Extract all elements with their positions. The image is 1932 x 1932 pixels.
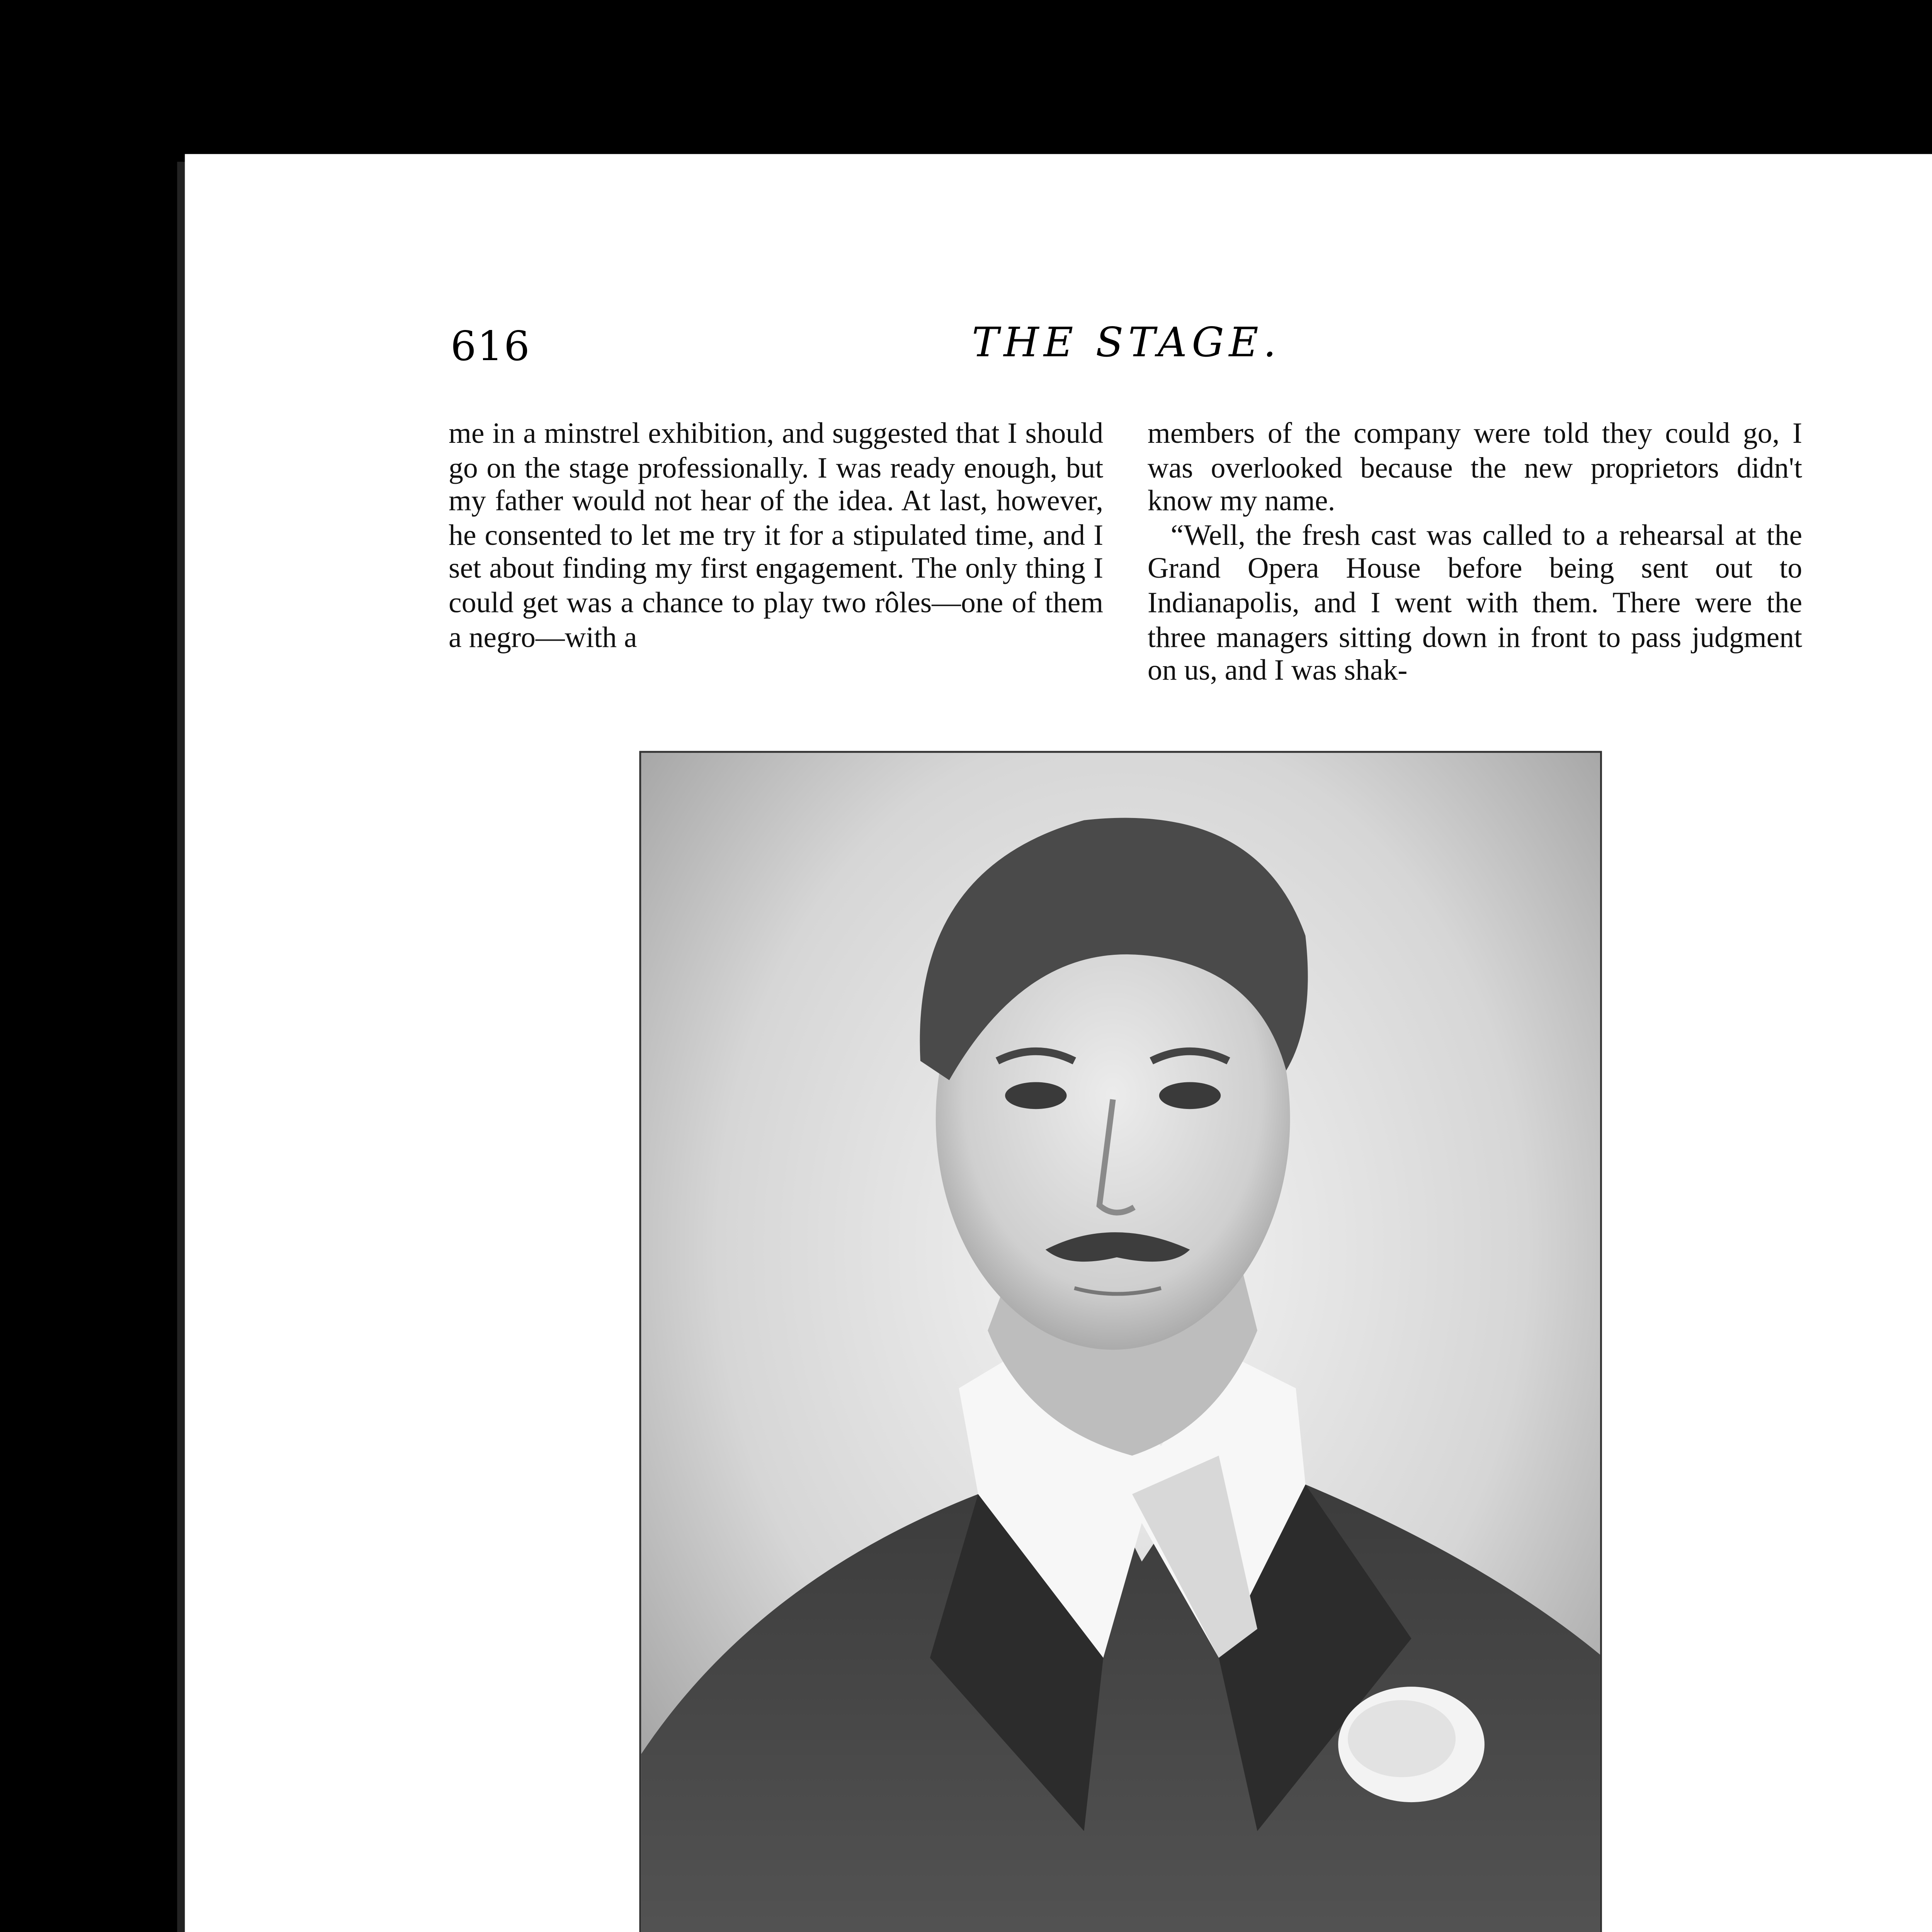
portrait-illustration: [641, 753, 1602, 1932]
running-title: THE STAGE.: [972, 320, 1281, 366]
page-edge-shadow: [177, 162, 185, 1932]
paragraph: “Well, the fresh cast was called to a rehearsal at the Grand Opera House before being sent out to Indianapolis, and I went with them. There were the three managers sitting down in front to pass judgment on us, and I was shak-: [1147, 519, 1803, 688]
text-column-top-left: [449, 418, 1103, 655]
paragraph: members of the company were told they could go, I was overlooked because the new proprietors didn't know my name.: [1147, 418, 1803, 519]
text-column-top-right: [1148, 418, 1802, 689]
portrait-photo: [639, 751, 1602, 1932]
paragraph: me in a minstrel exhibition, and suggested that I should go on the stage professionally. I was ready enough, but my father would not hear of the idea. At last, however, he consented to let me try it for a stipulated time, and I set about finding my first engagement. The only thing I could get was a chance to play two rôles—one of them a negro—with a: [449, 418, 1104, 654]
page-number: 616: [451, 323, 531, 370]
